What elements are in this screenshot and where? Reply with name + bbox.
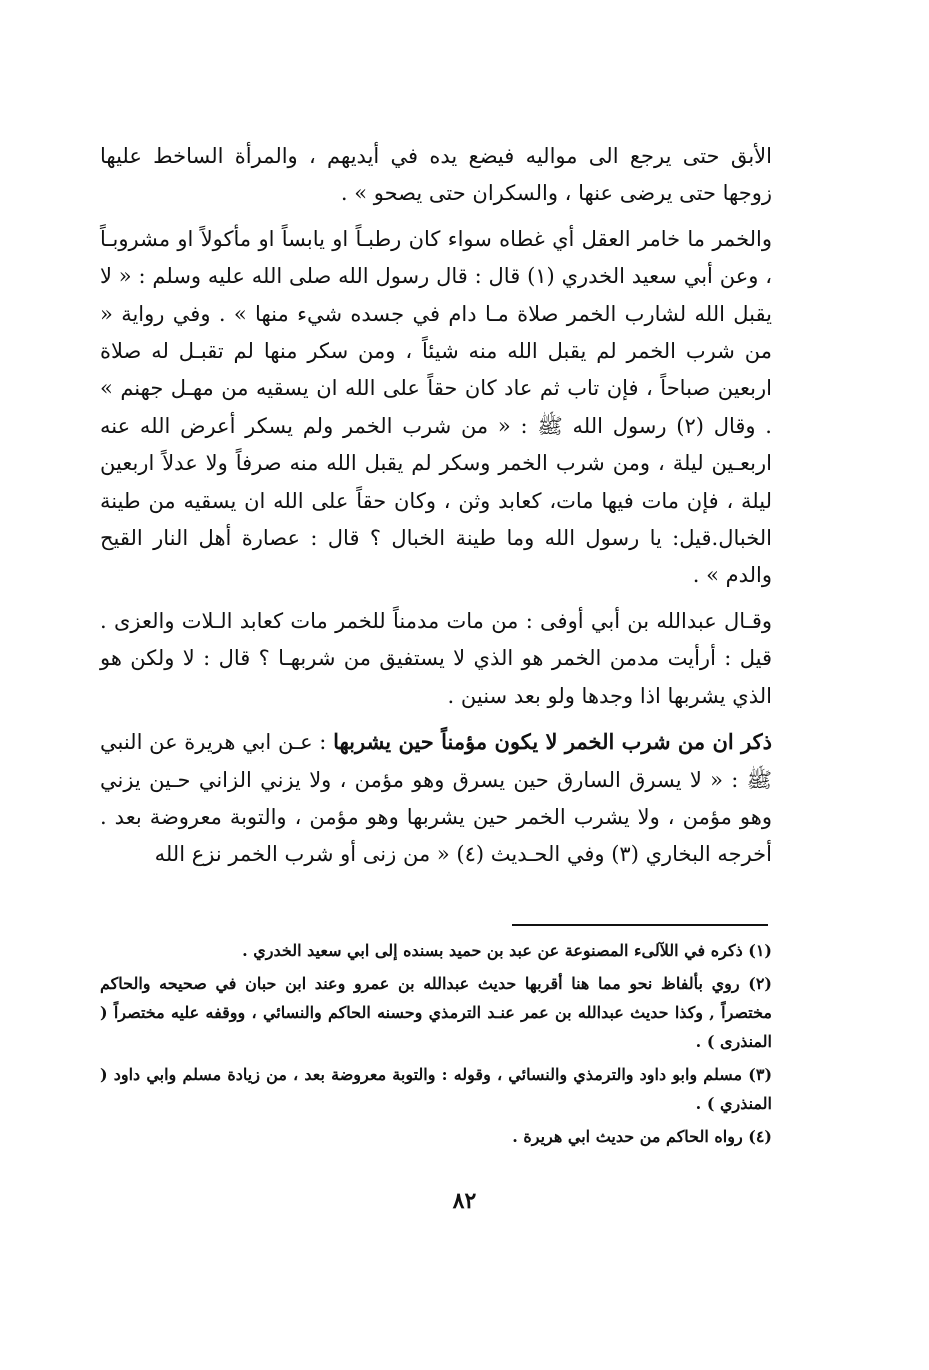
paragraph-3: وقـال عبدالله بن أبي أوفى : من مات مدمناً للخمر مات كعابد الـلات والعزى . قيل : أرأيت مدمن الخمر هو الذي لا يستفيق من شربهـا ؟ قال : لا ولكن هو الذي يشربها اذا وجدها ولو بعد سنين . — [100, 608, 772, 708]
footnotes — [100, 936, 772, 1155]
section-heading: ذكر ان من شرب الخمر لا يكون مؤمناً حين يشربها — [333, 729, 773, 755]
footnote-1: (١) ذكره في اللآلىء المصنوعة عن عبد بن حميد بسنده إلى ابي سعيد الخدري . — [242, 941, 772, 960]
main-text — [100, 138, 772, 874]
section-paragraph — [100, 723, 772, 874]
footnote-3: (٣) مسلم وابو داود والترمذي والنسائي ، وقوله : والتوبة معروضة بعد ، من زيادة مسلم وابي داود ( المنذري ) . — [100, 1065, 773, 1113]
paragraph-1: الأبق حتى يرجع الى مواليه فيضع يده في أيديهم ، والمرأة الساخط عليها زوجها حتى يرضى عنها ، والسكران حتى يصحو » . — [100, 144, 772, 206]
section-text: : عـن ابي هريرة عن النبي ﷺ : « لا يسرق السارق حين يسرق وهو مؤمن ، ولا يزني الزاني حـين يزني وهو مؤمن ، ولا يشرب الخمر حين يشربها وهو مؤمن ، والتوبة معروضة بعد . أخرجه البخاري (٣) وفي الحـديث (٤) « من زنى أو شرب الخمر نزع الله — [100, 730, 772, 867]
footnote-divider — [512, 924, 768, 926]
page-number: ٨٢ — [452, 1188, 477, 1214]
footnote-4: (٤) رواه الحاكم من حديث ابي هريرة . — [512, 1127, 772, 1146]
paragraph-2: والخمر ما خامر العقل أي غطاه سواء كان رطبـاً او يابساً او مأكولاً او مشروبـاً ، وعن أبي سعيد الخدري (١) قال : قال رسول الله صلى الله عليه وسلم : « لا يقبل الله لشارب الخمر صلاة مـا دام في جسده شيء منها » . وفي رواية « من شرب الخمر لم يقبل الله منه شيئاً ، ومن سكر منها لم تقبـل له صلاة اربعين صباحاً ، فإن تاب ثم عاد كان حقاً على الله ان يسقيه من مهـل جهنم » . وقال (٢) رسول الله ﷺ : « من شرب الخمر ولم يسكر أعرض الله عنه اربعـين ليلة ، ومن شرب الخمر وسكر لم يقبل الله منه صرفاً ولا عدلاً اربعين ليلة ، فإن مات فيها مات، كعابد وثن ، وكان حقاً على الله ان يسقيه من طينة الخبال.قيل: يا رسول الله وما طينة الخبال ؟ قال : عصارة أهل النار القيح والدم » . — [100, 226, 772, 588]
footnote-2: (٢) روي بألفاظ نحو مما هنا أقربها حديث عبدالله بن عمرو وعند ابن حبان في صحيحه والحاكم مختصراً , وكذا حديث عبدالله بن عمر عنـد الترمذي وحسنه الحاكم والنسائي ، ووقفه عليه مختصراً ( المنذرى ) . — [100, 974, 772, 1051]
